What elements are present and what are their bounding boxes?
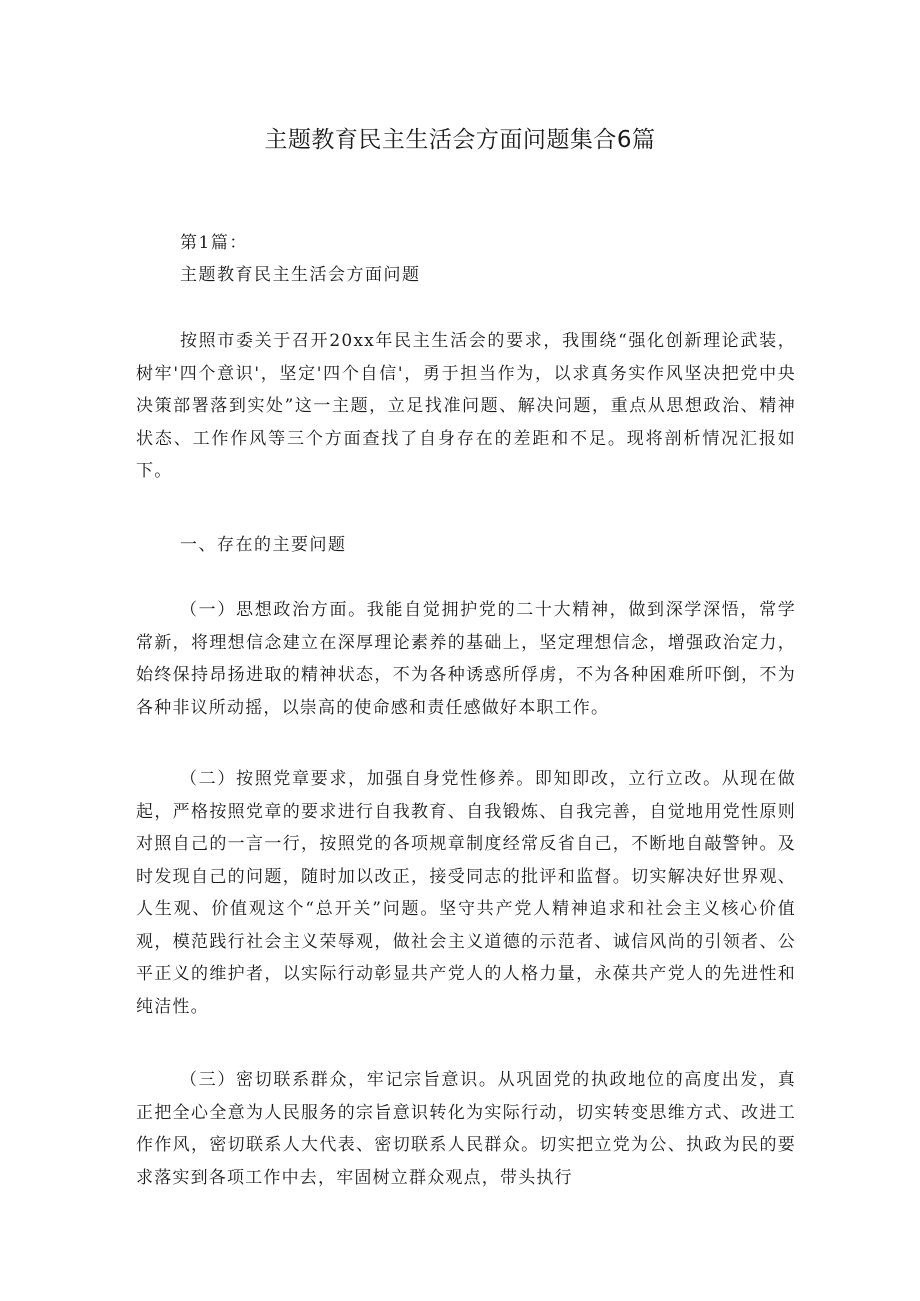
document-title: 主题教育民主生活会方面问题集合6篇 bbox=[264, 127, 656, 153]
part-title: 主题教育民主生活会方面问题 bbox=[180, 265, 421, 285]
part-label: 第1篇： bbox=[180, 233, 248, 253]
paragraph-item-1: （一）思想政治方面。我能自觉拥护党的二十大精神，做到深学深悟，常学常新，将理想信念建立在深厚理论素养的基础上，坚定理想信念，增强政治定力，始终保持昂扬进取的精神状态，不为各种诱惑所俘虏，不为各种困难所吓倒，不为各种非议所动摇，以崇高的使命感和责任感做好本职工作。 bbox=[136, 600, 796, 718]
paragraph-item-2: （二）按照党章要求，加强自身党性修养。即知即改，立行立改。从现在做起，严格按照党章的要求进行自我教育、自我锻炼、自我完善，自觉地用党性原则对照自己的一言一行，按照党的各项规章制度经常反省自己，不断地自敲警钟。及时发现自己的问题，随时加以改正，接受同志的批评和监督。切实解决好世界观、人生观、价值观这个“总开关”问题。坚守共产党人精神追求和社会主义核心价值观，模范践行社会主义荣辱观，做社会主义道德的示范者、诚信风尚的引领者、公平正义的维护者，以实际行动彰显共产党人的人格力量，永葆共产党人的先进性和纯洁性。 bbox=[136, 769, 796, 1017]
intro-paragraph: 按照市委关于召开20xx年民主生活会的要求，我围绕“强化创新理论武装，树牢'四个意识'，坚定'四个自信'，勇于担当作为，以求真务实作风坚决把党中央决策部署落到实处”这一主题，立足找准问题、解决问题，重点从思想政治、精神状态、工作作风等三个方面查找了自身存在的差距和不足。现将剖析情况汇报如下。 bbox=[136, 331, 796, 481]
section-heading: 一、存在的主要问题 bbox=[180, 535, 347, 555]
paragraph-item-3: （三）密切联系群众，牢记宗旨意识。从巩固党的执政地位的高度出发，真正把全心全意为人民服务的宗旨意识转化为实际行动，切实转变思维方式、改进工作作风，密切联系人大代表、密切联系人民群众。切实把立党为公、执政为民的要求落实到各项工作中去，牢固树立群众观点，带头执行 bbox=[136, 1070, 796, 1188]
